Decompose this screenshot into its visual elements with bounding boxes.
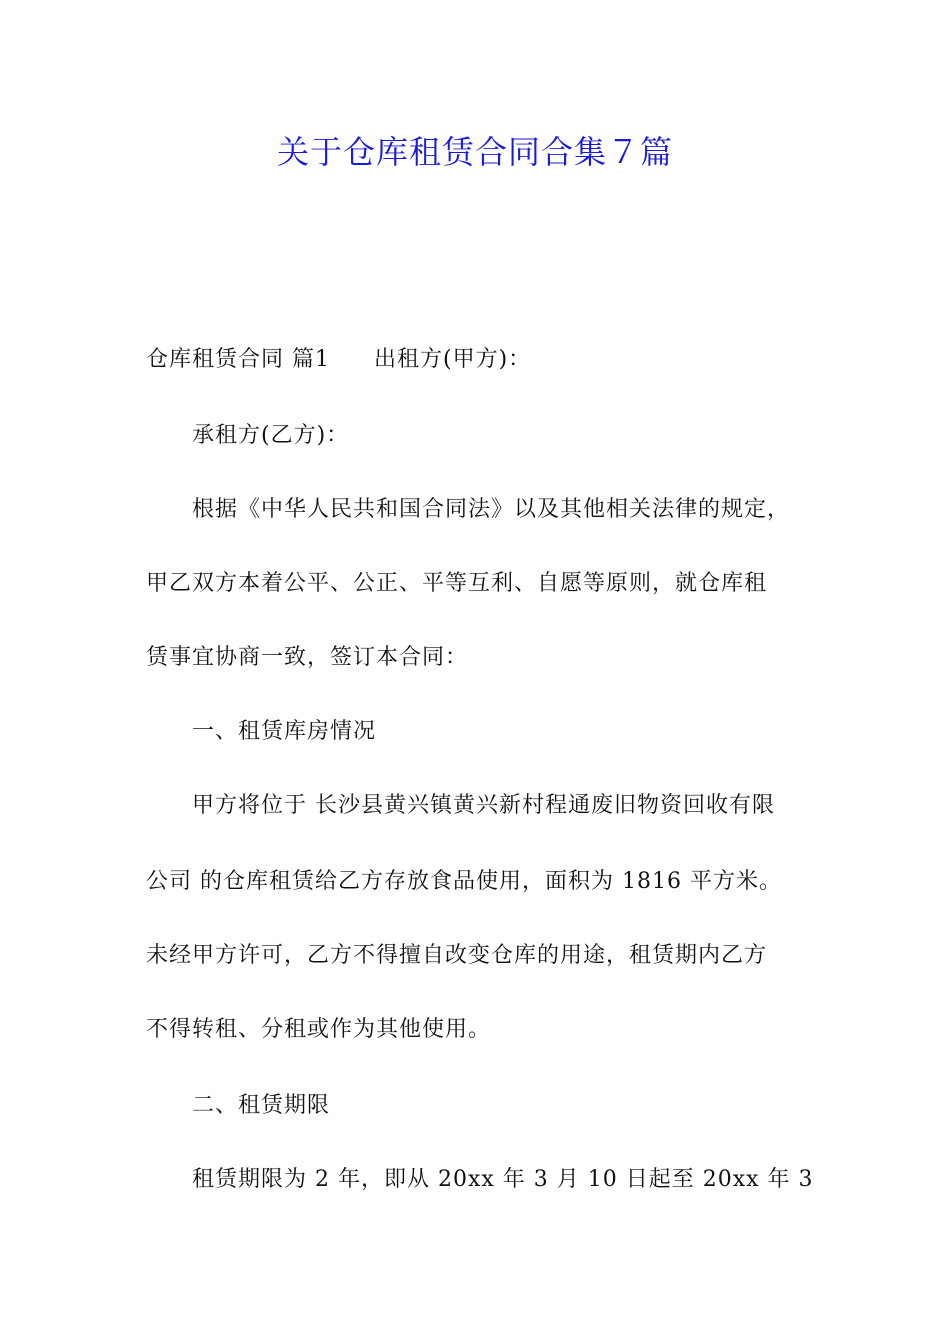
section-heading: 仓库租赁合同 篇1: [146, 347, 330, 372]
paragraph-line: 赁事宜协商一致，签订本合同：: [146, 645, 469, 670]
paragraph-line: 不得转租、分租或作为其他使用。: [146, 1017, 492, 1042]
paragraph-line: 甲方将位于 长沙县黄兴镇黄兴新村程通废旧物资回收有限: [192, 793, 775, 818]
paragraph-line: 根据《中华人民共和国合同法》以及其他相关法律的规定，: [192, 497, 791, 522]
clause-heading: 二、租赁期限: [192, 1093, 331, 1118]
paragraph-line: 甲乙双方本着公平、公正、平等互利、自愿等原则，就仓库租: [146, 571, 768, 596]
paragraph-line: 未经甲方许可，乙方不得擅自改变仓库的用途，租赁期内乙方: [146, 943, 768, 968]
lessor-label: 出租方(甲方)：: [374, 347, 532, 372]
lessee-label: 承租方(乙方)：: [192, 423, 350, 448]
section-heading-line: [146, 340, 866, 380]
clause-heading: 一、租赁库房情况: [192, 719, 377, 744]
document-title: 关于仓库租赁合同合集７篇: [276, 133, 673, 171]
paragraph-line: 租赁期限为 2 年，即从 20xx 年 3 月 10 日起至 20xx 年 3: [192, 1167, 814, 1192]
paragraph-line: 公司 的仓库租赁给乙方存放食品使用，面积为 1816 平方米。: [146, 869, 782, 894]
